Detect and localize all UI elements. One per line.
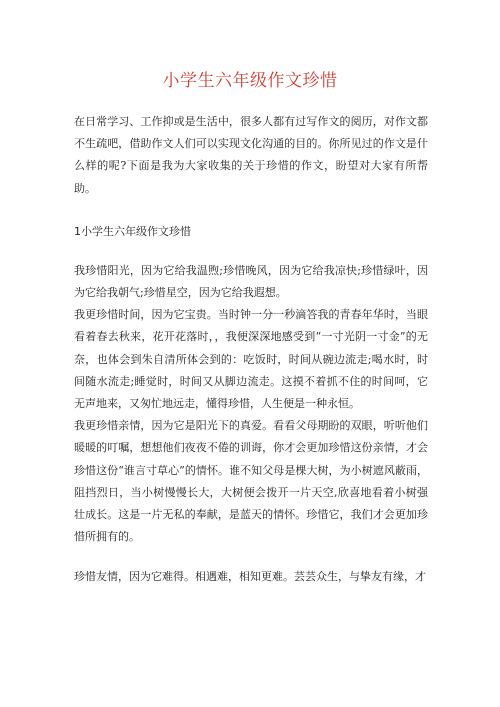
body-paragraph-3: 我更珍惜亲情，因为它是阳光下的真爱。看看父母期盼的双眼，听听他们暖暖的叮嘱，想想他们夜夜不倦的训诲，你才会更加珍惜这份亲情，才会珍惜这份“谁言寸草心”的情怀。谁不知父母是棵大树，为小树遮风蔽雨，阻挡烈日，当小树慢慢长大，大树便会拨开一片天空,欣喜地看着小树强壮成长。这是一片无私的奉献，是蓝天的情怀。珍惜它，我们才会更加珍惜所拥有的。: [74, 419, 428, 544]
document-body: [74, 111, 428, 589]
intro-paragraph: 在日常学习、工作抑或是生活中，很多人都有过写作文的阅历，对作文都不生疏吧，借助作文人们可以实现文化沟通的目的。你所见过的作文是什么样的呢?下面是我为大家收集的关于珍惜的作文，盼望对大家有所帮助。: [74, 115, 428, 195]
document-title: 小学生六年级作文珍惜: [162, 71, 338, 91]
body-paragraph-1: 我珍惜阳光，因为它给我温煦;珍惜晚风，因为它给我凉快;珍惜绿叶，因为它给我朝气;珍惜星空，因为它给我遐想。: [74, 263, 428, 300]
body-paragraph-2: 我更珍惜时间，因为它宝贵。当时钟一分一秒滴答我的青春年华时，当眼看着春去秋来，花开花落时，，我便深深地感受到“一寸光阴一寸金”的无奈，也体会到朱自清所体会到的：吃饭时，时间从碗边流走;喝水时，时间随水流走;睡觉时，时间又从脚边流走。这摸不着抓不住的时间呵，它无声地来，又匆忙地远走，懂得珍惜，人生便是一种永恒。: [74, 308, 428, 411]
section-heading: 1小学生六年级作文珍惜: [74, 224, 191, 238]
body-paragraph-4: 珍惜友情，因为它难得。相遇难，相知更难。芸芸众生，与挚友有缘，才: [74, 570, 426, 584]
